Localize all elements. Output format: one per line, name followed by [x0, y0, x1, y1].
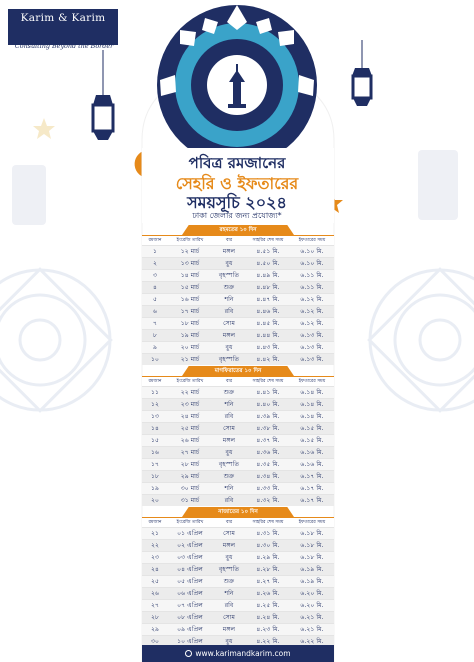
table-row — [142, 576, 334, 588]
day-number: ২৪ — [142, 564, 168, 576]
day-number: ১৯ — [142, 483, 168, 495]
sehri-time: ৪.৩৩ মি. — [246, 483, 290, 495]
weekday: বুধ — [212, 552, 246, 564]
day-number: ২ — [142, 258, 168, 270]
sehri-time: ৪.৩০ মি. — [246, 540, 290, 552]
iftar-time: ৬.২০ মি. — [290, 588, 334, 600]
sehri-time: ৪.৪১ মি. — [246, 387, 290, 399]
table-row — [142, 495, 334, 507]
column-header: বার — [212, 377, 246, 387]
day-number: ৩ — [142, 270, 168, 282]
lantern-left — [93, 50, 113, 140]
english-date: ২৪ মার্চ — [168, 411, 212, 423]
iftar-time: ৬.২০ মি. — [290, 600, 334, 612]
table-row — [142, 483, 334, 495]
iftar-time: ৬.১৪ মি. — [290, 411, 334, 423]
title-line-3: সময়সূচি ২০২৪ — [187, 193, 287, 212]
sehri-time: ৪.৫০ মি. — [246, 258, 290, 270]
weekday: বৃহস্পতি — [212, 270, 246, 282]
day-number: ২৩ — [142, 552, 168, 564]
table-header-row — [142, 518, 334, 528]
day-number: ১৭ — [142, 459, 168, 471]
english-date: ৩০ মার্চ — [168, 483, 212, 495]
table-row — [142, 624, 334, 636]
english-date: ২৭ মার্চ — [168, 447, 212, 459]
day-number: ১১ — [142, 387, 168, 399]
table-row — [142, 411, 334, 423]
english-date: ১৫ মার্চ — [168, 282, 212, 294]
day-number: ১৬ — [142, 447, 168, 459]
day-number: ১৫ — [142, 435, 168, 447]
sehri-time: ৪.২৫ মি. — [246, 600, 290, 612]
english-date: ২৩ মার্চ — [168, 399, 212, 411]
iftar-time: ৬.২১ মি. — [290, 612, 334, 624]
english-date: ২৬ মার্চ — [168, 435, 212, 447]
english-date: ০২ এপ্রিল — [168, 540, 212, 552]
iftar-time: ৬.১৯ মি. — [290, 576, 334, 588]
mosaic-dome — [157, 5, 317, 165]
sehri-time: ৪.২৬ মি. — [246, 588, 290, 600]
column-header: সাহরির শেষ সময় — [246, 377, 290, 387]
english-date: ১৭ মার্চ — [168, 306, 212, 318]
sehri-time: ৪.৫১ মি. — [246, 246, 290, 258]
table-row — [142, 330, 334, 342]
english-date: ০৮ এপ্রিল — [168, 612, 212, 624]
day-number: ১৪ — [142, 423, 168, 435]
sehri-time: ৪.৩৫ মি. — [246, 459, 290, 471]
day-number: ৫ — [142, 294, 168, 306]
sehri-time: ৪.৪৭ মি. — [246, 294, 290, 306]
sehri-time: ৪.৪৪ মি. — [246, 330, 290, 342]
day-number: ২৯ — [142, 624, 168, 636]
weekday: বুধ — [212, 258, 246, 270]
table-row — [142, 564, 334, 576]
table-row — [142, 270, 334, 282]
section-header — [142, 507, 334, 517]
day-number: ২০ — [142, 495, 168, 507]
weekday: শনি — [212, 399, 246, 411]
right-medallion — [369, 269, 474, 410]
website-url: www.karimandkarim.com — [195, 649, 291, 658]
table-row — [142, 246, 334, 258]
iftar-time: ৬.১৩ মি. — [290, 330, 334, 342]
weekday: রবি — [212, 600, 246, 612]
table-row — [142, 540, 334, 552]
day-number: ১ — [142, 246, 168, 258]
weekday: সোম — [212, 612, 246, 624]
iftar-time: ৬.১৭ মি. — [290, 471, 334, 483]
section-najat — [142, 507, 334, 647]
day-number: ৬ — [142, 306, 168, 318]
weekday: বুধ — [212, 636, 246, 648]
lantern-right — [352, 40, 372, 106]
english-date: ২৯ মার্চ — [168, 471, 212, 483]
iftar-time: ৬.১৪ মি. — [290, 399, 334, 411]
weekday: শুক্র — [212, 387, 246, 399]
iftar-time: ৬.১২ মি. — [290, 294, 334, 306]
section-header — [142, 225, 334, 235]
globe-icon — [185, 650, 192, 657]
iftar-time: ৬.২২ মি. — [290, 636, 334, 648]
column-header: ইংরেজি তারিখ — [168, 236, 212, 246]
subtitle: ঢাকা জেলার জন্য প্রযোজ্য* — [192, 211, 282, 220]
table-row — [142, 318, 334, 330]
sehri-time: ৪.৩৯ মি. — [246, 411, 290, 423]
sehri-time: ৪.৩৪ মি. — [246, 471, 290, 483]
weekday: রবি — [212, 306, 246, 318]
day-number: ২২ — [142, 540, 168, 552]
section-title: নাজাতের ১০ দিন — [218, 509, 258, 515]
sehri-time: ৪.৩৭ মি. — [246, 435, 290, 447]
weekday: বৃহস্পতি — [212, 459, 246, 471]
column-header: রমজান — [142, 236, 168, 246]
sehri-time: ৪.২৯ মি. — [246, 552, 290, 564]
english-date: ০৩ এপ্রিল — [168, 552, 212, 564]
day-number: ২৫ — [142, 576, 168, 588]
weekday: শুক্র — [212, 471, 246, 483]
english-date: ২৮ মার্চ — [168, 459, 212, 471]
english-date: ১৯ মার্চ — [168, 330, 212, 342]
day-number: ৮ — [142, 330, 168, 342]
weekday: সোম — [212, 423, 246, 435]
section-magfirat — [142, 366, 334, 506]
iftar-time: ৬.১৩ মি. — [290, 354, 334, 366]
table-row — [142, 258, 334, 270]
day-number: ৩০ — [142, 636, 168, 648]
column-header: ইফতারের সময় — [290, 236, 334, 246]
table-row — [142, 354, 334, 366]
iftar-time: ৬.১৫ মি. — [290, 423, 334, 435]
title-line-1: পবিত্র রমজানের — [188, 154, 286, 172]
weekday: শুক্র — [212, 576, 246, 588]
iftar-time: ৬.১০ মি. — [290, 258, 334, 270]
english-date: ০১ এপ্রিল — [168, 528, 212, 540]
iftar-time: ৬.১৮ মি. — [290, 540, 334, 552]
english-date: ০৯ এপ্রিল — [168, 624, 212, 636]
sehri-time: ৪.৪২ মি. — [246, 354, 290, 366]
weekday: শনি — [212, 483, 246, 495]
weekday: বৃহস্পতি — [212, 354, 246, 366]
table-row — [142, 471, 334, 483]
table-header-row — [142, 236, 334, 246]
weekday: মঙ্গল — [212, 330, 246, 342]
section-rahmat — [142, 225, 334, 365]
iftar-time: ৬.১৩ মি. — [290, 342, 334, 354]
table-row — [142, 435, 334, 447]
day-number: ১৩ — [142, 411, 168, 423]
english-date: ৩১ মার্চ — [168, 495, 212, 507]
weekday: সোম — [212, 318, 246, 330]
english-date: ০৭ এপ্রিল — [168, 600, 212, 612]
iftar-time: ৬.১২ মি. — [290, 318, 334, 330]
english-date: ১৬ মার্চ — [168, 294, 212, 306]
sehri-time: ৪.৪০ মি. — [246, 399, 290, 411]
sehri-time: ৪.৪৬ মি. — [246, 306, 290, 318]
column-header: ইফতারের সময় — [290, 377, 334, 387]
iftar-time: ৬.২১ মি. — [290, 624, 334, 636]
table-row — [142, 528, 334, 540]
weekday: শনি — [212, 294, 246, 306]
schedule-table — [142, 377, 334, 506]
english-date: ১২ মার্চ — [168, 246, 212, 258]
sehri-time: ৪.৩৮ মি. — [246, 423, 290, 435]
iftar-time: ৬.১৮ মি. — [290, 528, 334, 540]
schedule-table — [142, 518, 334, 647]
weekday: শুক্র — [212, 282, 246, 294]
day-number: ২১ — [142, 528, 168, 540]
weekday: বুধ — [212, 342, 246, 354]
table-row — [142, 294, 334, 306]
brand-name: Karim & Karim — [20, 12, 106, 24]
day-number: ৭ — [142, 318, 168, 330]
table-row — [142, 423, 334, 435]
day-number: ১২ — [142, 399, 168, 411]
day-number: ৪ — [142, 282, 168, 294]
day-number: ২৭ — [142, 600, 168, 612]
english-date: ২২ মার্চ — [168, 387, 212, 399]
iftar-time: ৬.১৮ মি. — [290, 552, 334, 564]
iftar-time: ৬.১৫ মি. — [290, 435, 334, 447]
sehri-time: ৪.২২ মি. — [246, 636, 290, 648]
section-header — [142, 366, 334, 376]
column-header: ইংরেজি তারিখ — [168, 518, 212, 528]
english-date: ১৪ মার্চ — [168, 270, 212, 282]
iftar-time: ৬.১৬ মি. — [290, 459, 334, 471]
sehri-time: ৪.৩২ মি. — [246, 495, 290, 507]
column-header: সাহরির শেষ সময় — [246, 236, 290, 246]
table-row — [142, 447, 334, 459]
column-header: বার — [212, 236, 246, 246]
section-title: রহমতের ১০ দিন — [219, 227, 257, 233]
english-date: ০৬ এপ্রিল — [168, 588, 212, 600]
table-row — [142, 552, 334, 564]
table-header-row — [142, 377, 334, 387]
column-header: ইংরেজি তারিখ — [168, 377, 212, 387]
day-number: ৯ — [142, 342, 168, 354]
iftar-time: ৬.১৭ মি. — [290, 495, 334, 507]
sehri-time: ৪.৪৫ মি. — [246, 318, 290, 330]
english-date: ১৮ মার্চ — [168, 318, 212, 330]
weekday: মঙ্গল — [212, 246, 246, 258]
table-row — [142, 342, 334, 354]
sehri-time: ৪.৪৯ মি. — [246, 270, 290, 282]
sehri-time: ৪.২৪ মি. — [246, 612, 290, 624]
english-date: ২১ মার্চ — [168, 354, 212, 366]
day-number: ২৮ — [142, 612, 168, 624]
weekday: শনি — [212, 588, 246, 600]
iftar-time: ৬.১০ মি. — [290, 246, 334, 258]
title-line-2: সেহরি ও ইফতারের — [175, 174, 299, 193]
weekday: রবি — [212, 495, 246, 507]
iftar-time: ৬.১৪ মি. — [290, 387, 334, 399]
sehri-time: ৪.২৩ মি. — [246, 624, 290, 636]
table-row — [142, 459, 334, 471]
star-left — [33, 118, 55, 139]
iftar-time: ৬.১১ মি. — [290, 282, 334, 294]
schedule-table — [142, 236, 334, 365]
sehri-time: ৪.৪৮ মি. — [246, 282, 290, 294]
iftar-time: ৬.১৭ মি. — [290, 483, 334, 495]
brand-tagline: Consulting Beyond the Border — [14, 42, 114, 50]
table-row — [142, 612, 334, 624]
english-date: ২০ মার্চ — [168, 342, 212, 354]
iftar-time: ৬.১৬ মি. — [290, 447, 334, 459]
sehri-time: ৪.২৮ মি. — [246, 564, 290, 576]
table-row — [142, 600, 334, 612]
sehri-time: ৪.২৭ মি. — [246, 576, 290, 588]
column-header: রমজান — [142, 377, 168, 387]
weekday: মঙ্গল — [212, 435, 246, 447]
table-row — [142, 306, 334, 318]
sehri-time: ৪.৪৩ মি. — [246, 342, 290, 354]
iftar-time: ৬.১৯ মি. — [290, 564, 334, 576]
weekday: রবি — [212, 411, 246, 423]
website-footer[interactable] — [142, 645, 334, 662]
english-date: ২৫ মার্চ — [168, 423, 212, 435]
weekday: মঙ্গল — [212, 540, 246, 552]
english-date: ০৪ এপ্রিল — [168, 564, 212, 576]
weekday: বৃহস্পতি — [212, 564, 246, 576]
english-date: ১৩ মার্চ — [168, 258, 212, 270]
day-number: ১০ — [142, 354, 168, 366]
english-date: ০৫ এপ্রিল — [168, 576, 212, 588]
column-header: রমজান — [142, 518, 168, 528]
day-number: ২৬ — [142, 588, 168, 600]
table-row — [142, 399, 334, 411]
english-date: ১০ এপ্রিল — [168, 636, 212, 648]
table-row — [142, 387, 334, 399]
table-row — [142, 282, 334, 294]
column-header: ইফতারের সময় — [290, 518, 334, 528]
iftar-time: ৬.১১ মি. — [290, 270, 334, 282]
sehri-time: ৪.৩১ মি. — [246, 528, 290, 540]
brand-logo — [8, 9, 118, 45]
sehri-time: ৪.৩৬ মি. — [246, 447, 290, 459]
weekday: বুধ — [212, 447, 246, 459]
weekday: মঙ্গল — [212, 624, 246, 636]
left-medallion — [0, 269, 111, 410]
weekday: সোম — [212, 528, 246, 540]
day-number: ১৮ — [142, 471, 168, 483]
column-header: সাহরির শেষ সময় — [246, 518, 290, 528]
section-title: মাগফিরাতের ১০ দিন — [214, 368, 262, 374]
column-header: বার — [212, 518, 246, 528]
table-row — [142, 588, 334, 600]
iftar-time: ৬.১২ মি. — [290, 306, 334, 318]
